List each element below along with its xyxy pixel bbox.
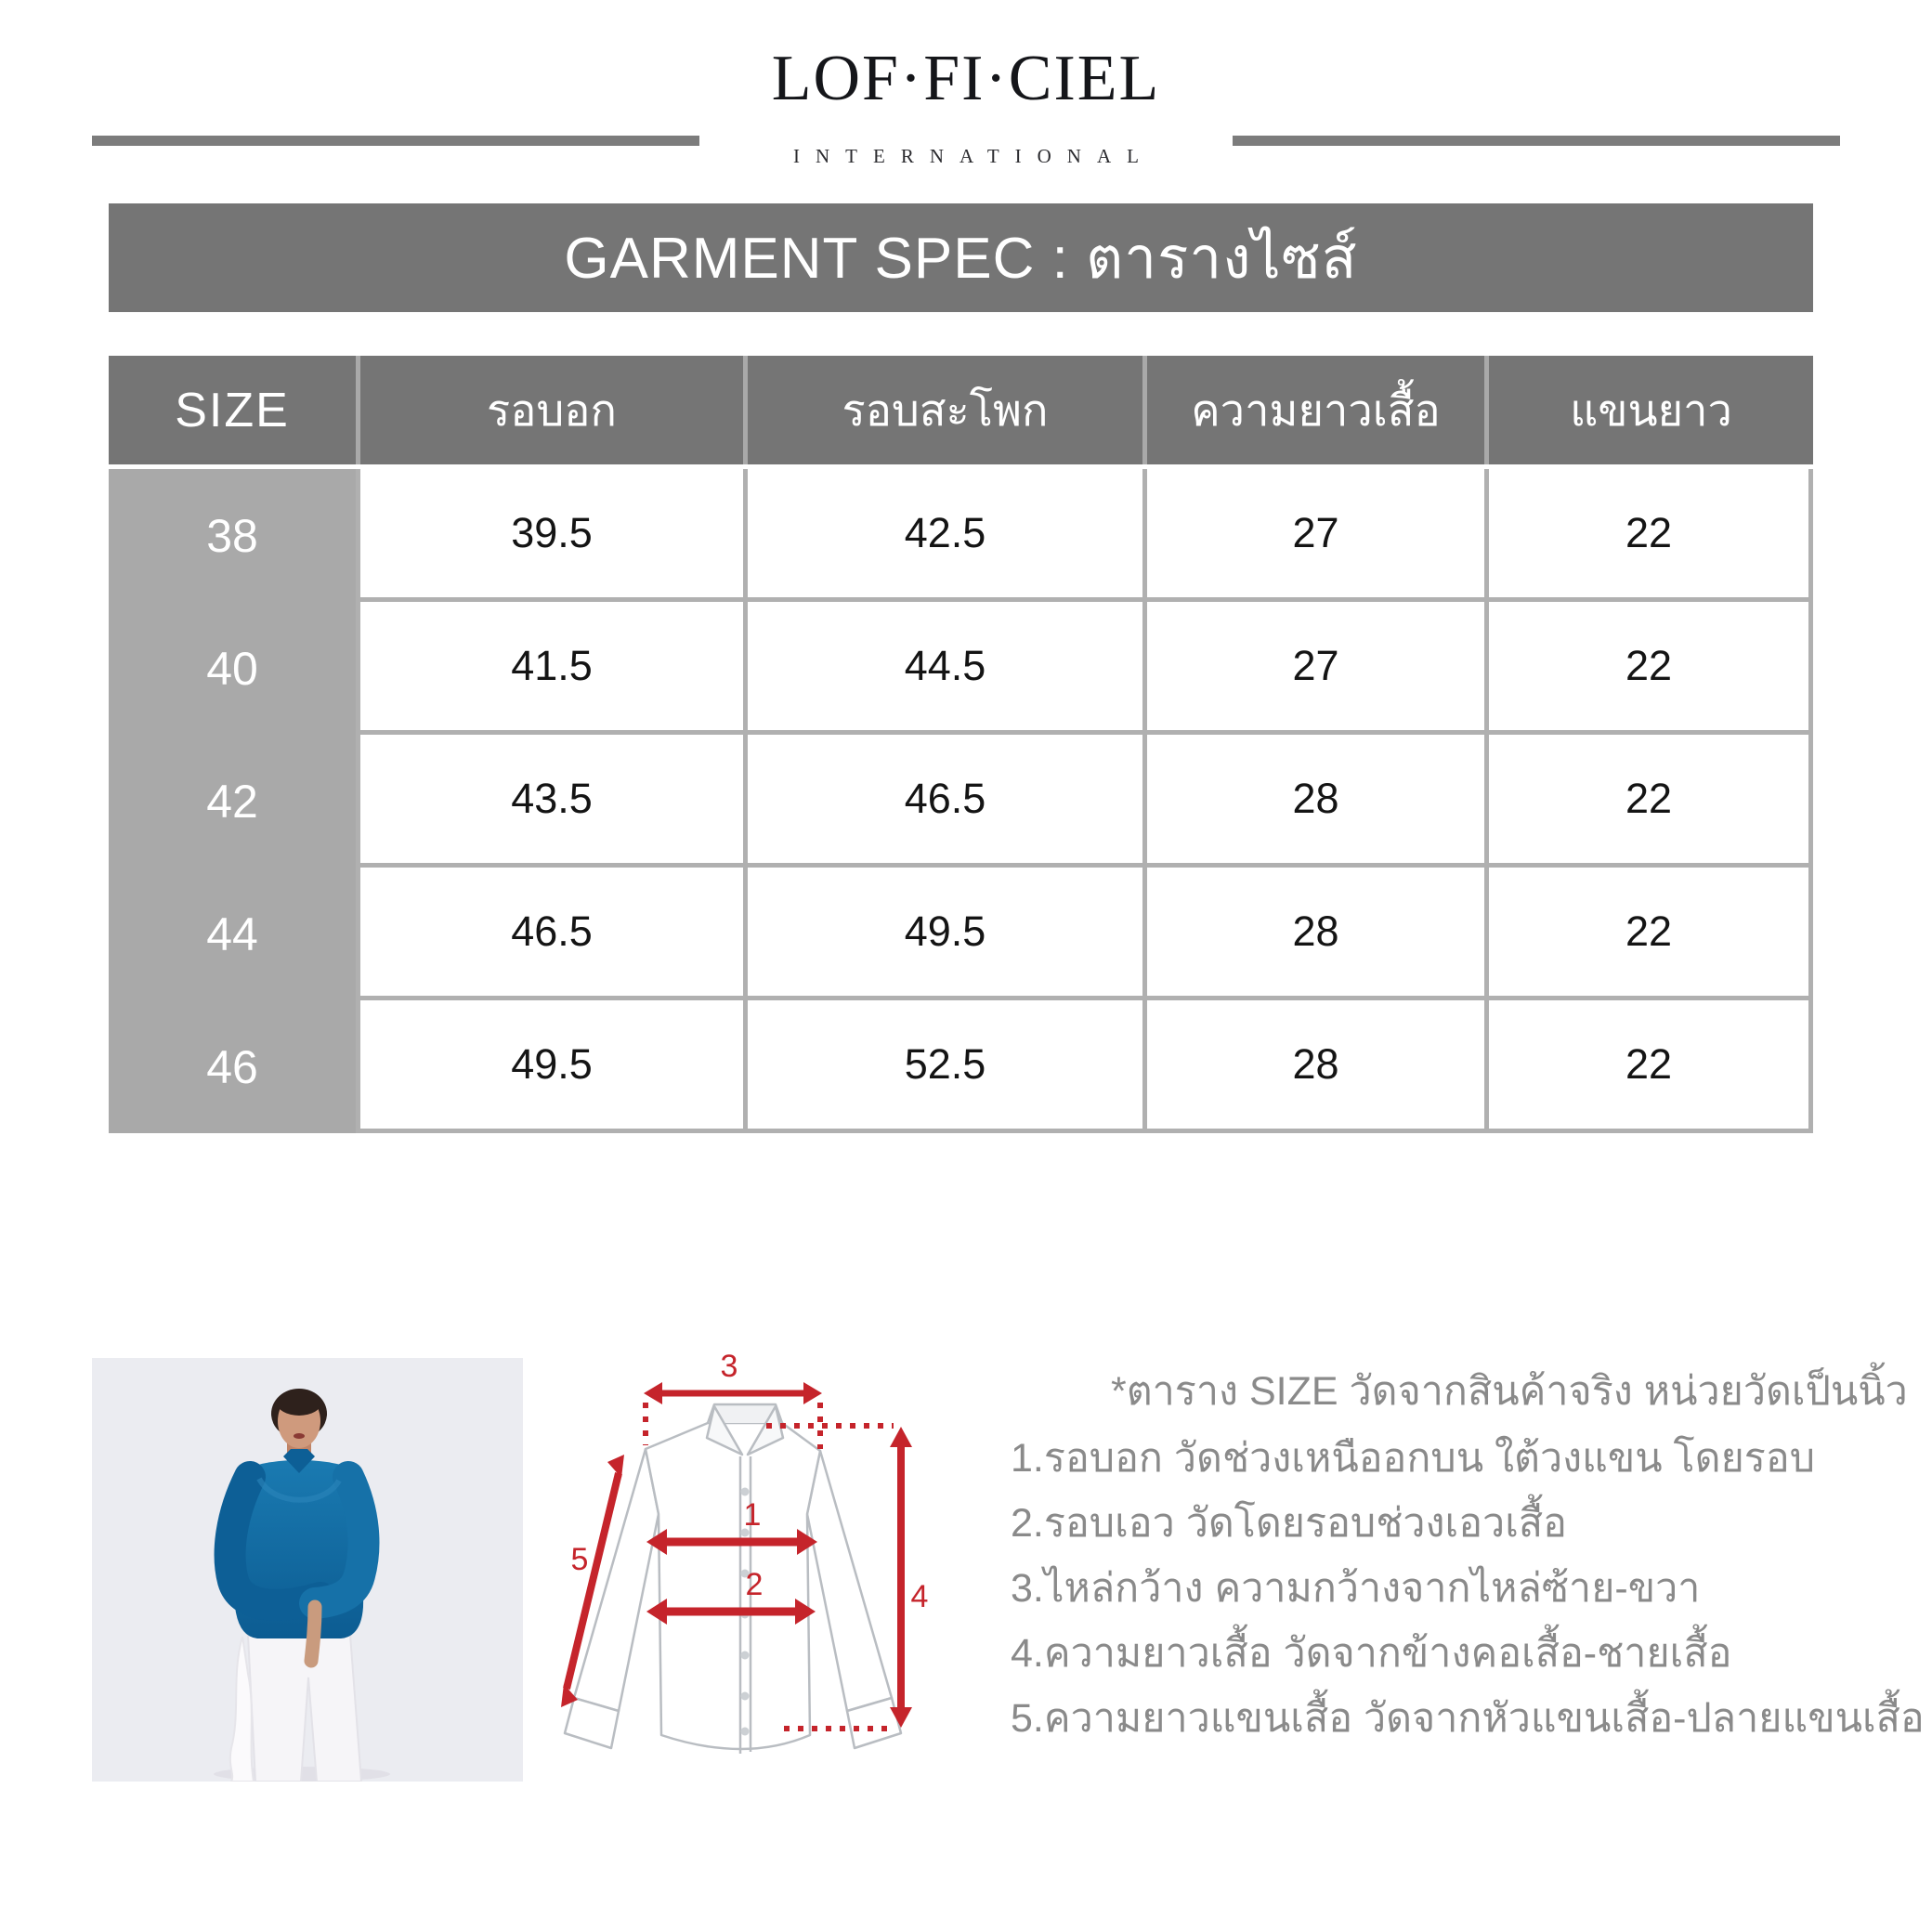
cell-46-sleeve: 22 xyxy=(1489,1000,1808,1129)
size-label: 42 xyxy=(206,775,258,828)
measurement-diagram xyxy=(550,1336,940,1772)
cell-44-hip: 49.5 xyxy=(748,868,1142,996)
cell-46-hip: 52.5 xyxy=(748,1000,1142,1129)
size-label: 44 xyxy=(206,907,258,960)
note-item-3: 3.ไหล่กว้าง ความกว้างจากไหล่ซ้าย-ขวา xyxy=(1011,1566,1701,1611)
cell-44-sleeve: 22 xyxy=(1489,868,1808,996)
cell-44-length: 28 xyxy=(1147,868,1484,996)
size-table-body xyxy=(109,469,1813,1133)
size-label: 46 xyxy=(206,1040,258,1093)
cell-38-chest: 39.5 xyxy=(360,469,743,597)
cell-40-length: 27 xyxy=(1147,602,1484,730)
diagram-label-3: 3 xyxy=(720,1349,738,1384)
cell-38-sleeve: 22 xyxy=(1489,469,1808,597)
cell-46-chest: 49.5 xyxy=(360,1000,743,1129)
lips xyxy=(294,1433,305,1439)
brand-subtitle: INTERNATIONAL xyxy=(793,145,1155,167)
notes-heading: *ตาราง SIZE วัดจากสินค้าจริง หน่วยวัดเป็นนิ้ว xyxy=(1111,1369,1908,1414)
cell-44-chest: 46.5 xyxy=(360,868,743,996)
diagram-label-4: 4 xyxy=(910,1579,929,1614)
banner-title: GARMENT SPEC : ตารางไซส์ xyxy=(564,226,1358,291)
column-header-sleeve: แขนยาว xyxy=(1484,356,1813,464)
cell-38-hip: 42.5 xyxy=(748,469,1142,597)
cell-46-length: 28 xyxy=(1147,1000,1484,1129)
size-column xyxy=(109,469,356,1133)
model-photo xyxy=(92,1358,523,1782)
cell-42-length: 28 xyxy=(1147,735,1484,863)
brand-logo: LOF·FI·CIEL xyxy=(771,43,1161,114)
hand xyxy=(311,1607,315,1661)
column-header-chest: รอบอก xyxy=(356,356,743,464)
cell-42-sleeve: 22 xyxy=(1489,735,1808,863)
size-label: 38 xyxy=(206,509,258,562)
shirt-outline xyxy=(565,1404,901,1754)
column-header-hip: รอบสะโพก xyxy=(743,356,1142,464)
diagram-label-2: 2 xyxy=(745,1567,764,1602)
note-item-2: 2.รอบเอว วัดโดยรอบช่วงเอวเสื้อ xyxy=(1011,1501,1567,1546)
cell-40-sleeve: 22 xyxy=(1489,602,1808,730)
size-label: 40 xyxy=(206,642,258,695)
size-table-header xyxy=(109,356,1813,464)
right-sleeve xyxy=(807,1451,892,1711)
diagram-label-5: 5 xyxy=(570,1542,589,1577)
column-header-length: ความยาวเสื้อ xyxy=(1142,356,1484,464)
measurement-grid xyxy=(356,469,1813,1133)
cell-40-hip: 44.5 xyxy=(748,602,1142,730)
diagram-label-1: 1 xyxy=(743,1497,762,1533)
hair-top xyxy=(277,1390,321,1416)
shirt-body xyxy=(646,1423,820,1749)
note-item-1: 1.รอบอก วัดช่วงเหนืออกบน ใต้วงแขน โดยรอบ xyxy=(1011,1436,1815,1481)
size-table xyxy=(109,356,1813,1133)
garment-spec-banner xyxy=(109,203,1813,312)
note-item-5: 5.ความยาวแขนเสื้อ วัดจากหัวแขนเสื้อ-ปลายแขนเสื้อ xyxy=(1011,1696,1925,1741)
cell-42-hip: 46.5 xyxy=(748,735,1142,863)
cell-38-length: 27 xyxy=(1147,469,1484,597)
cell-42-chest: 43.5 xyxy=(360,735,743,863)
note-item-4: 4.ความยาวเสื้อ วัดจากข้างคอเสื้อ-ชายเสื้อ xyxy=(1011,1631,1732,1676)
measurement-notes xyxy=(1011,1367,1925,1741)
column-header-size: SIZE xyxy=(175,383,290,437)
cell-40-chest: 41.5 xyxy=(360,602,743,730)
